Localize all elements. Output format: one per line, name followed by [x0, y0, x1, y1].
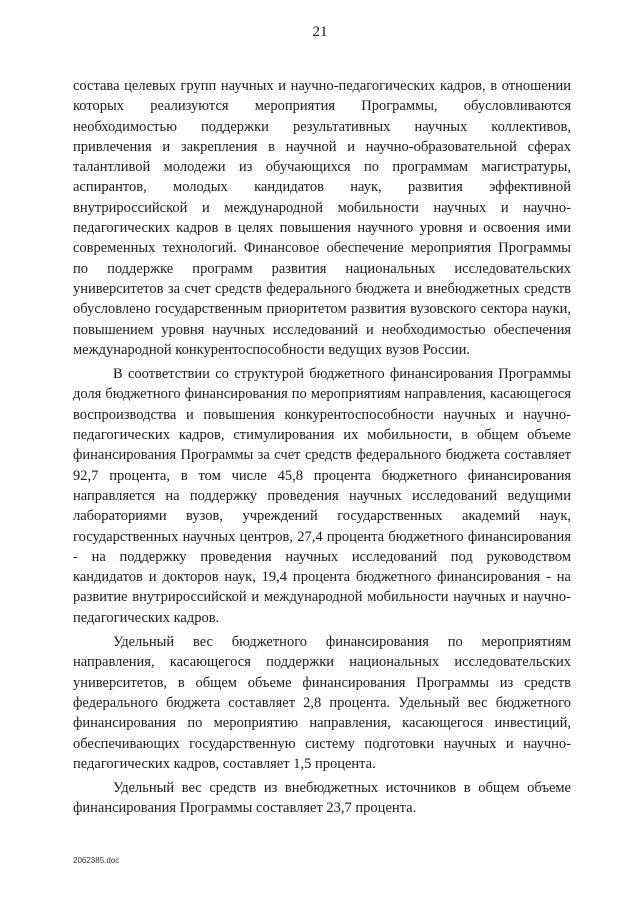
paragraph-budget-structure: В соответствии со структурой бюджетного финансирования Программы доля бюджетного финансирования по мероприятиям направления, касающегося воспроизводства и повышения конкурентоспособности научных и научно-педагогических кадров, стимулирования их мобильности, в общем объеме финансирования Программы за счет средств федерального бюджета составляет 92,7 процента, в том числе 45,8 процента бюджетного финансирования направляется на поддержку проведения научных исследований ведущими лабораториями вузов, учреждений государственных академий наук, государственных научных центров, 27,4 процента бюджетного финансирования - на поддержку проведения научных исследований под руководством кандидатов и докторов наук, 19,4 процента бюджетного финансирования - на развитие внутрироссийской и международной мобильности научных и научно-педагогических кадров. — [73, 366, 571, 626]
document-body — [73, 76, 571, 819]
footer-filename: 2062385.doc — [73, 856, 120, 865]
paragraph-extrabudgetary: Удельный вес средств из внебюджетных источников в общем объеме финансирования Программы составляет 23,7 процента. — [73, 780, 571, 817]
paragraph-university-support: Удельный вес бюджетного финансирования по мероприятиям направления, касающегося поддержки национальных исследовательских университетов, в общем объеме финансирования Программы из средств федерального бюджета составляет 2,8 процента. Удельный вес бюджетного финансирования по мероприятию направления, касающегося инвестиций, обеспечивающих государственную систему подготовки научных и научно-педагогических кадров, составляет 1,5 процента. — [73, 634, 571, 772]
page-number: 21 — [312, 24, 328, 40]
paragraph-target-groups: состава целевых групп научных и научно-педагогических кадров, в отношении которых реализуются мероприятия Программы, обусловливаются необходимостью поддержки результативных научных коллективов, привлечения и закрепления в научной и научно-образовательной сферах талантливой молодежи из обучающихся по программам магистратуры, аспирантов, молодых кандидатов наук, развития эффективной внутрироссийской и международной мобильности научных и научно-педагогических кадров в целях повышения научного уровня и освоения ими современных технологий. Финансовое обеспечение мероприятия Программы по поддержке программ развития национальных исследовательских университетов за счет средств федерального бюджета и внебюджетных средств обусловлено государственным приоритетом развития вузовского сектора науки, повышением уровня научных исследований и необходимостью обеспечения международной конкурентоспособности ведущих вузов России. — [73, 78, 571, 358]
